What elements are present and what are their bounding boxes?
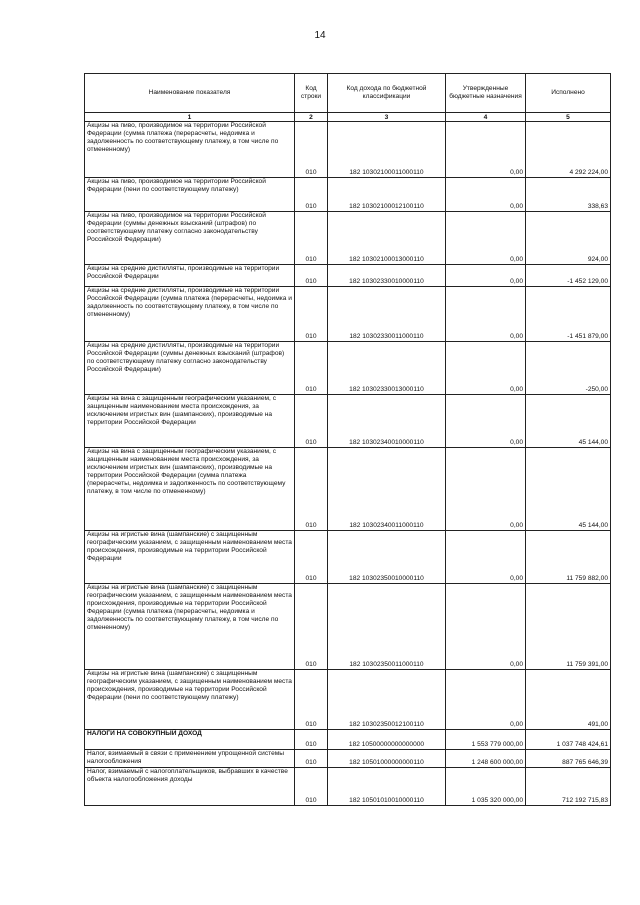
table-row	[85, 584, 611, 670]
column-number: 2	[295, 113, 328, 122]
column-number: 4	[446, 113, 526, 122]
row-approved: 0,00	[446, 122, 526, 178]
table-row	[85, 448, 611, 531]
row-approved: 1 553 779 000,00	[446, 730, 526, 750]
column-number: 5	[526, 113, 611, 122]
row-executed: 924,00	[526, 212, 611, 265]
row-executed: 1 037 748 424,61	[526, 730, 611, 750]
column-number: 1	[85, 113, 295, 122]
row-kbk: 182 10302100013000110	[328, 212, 446, 265]
row-code: 010	[295, 584, 328, 670]
table-row	[85, 212, 611, 265]
row-name: Акцизы на игристые вина (шампанские) с защищенным географическим указанием, с защищенным наименованием места происхождения, производимые на территории Российской Федерации (сумма платежа (перерасчеты, недоимка и задолженность по соответствующему платежу, в том числе по отмененному)	[85, 584, 295, 670]
row-kbk: 182 10302350010000110	[328, 531, 446, 584]
row-code: 010	[295, 730, 328, 750]
row-code: 010	[295, 122, 328, 178]
row-name: Налог, взимаемый с налогоплательщиков, выбравших в качестве объекта налогообложения доходы	[85, 768, 295, 806]
row-name: Акцизы на средние дистилляты, производимые на территории Российской Федерации (суммы денежных взысканий (штрафов) по соответствующему платежу согласно законодательству Российской Федерации)	[85, 342, 295, 395]
row-code: 010	[295, 342, 328, 395]
row-executed: 45 144,00	[526, 448, 611, 531]
row-code: 010	[295, 670, 328, 730]
row-code: 010	[295, 448, 328, 531]
row-approved: 0,00	[446, 212, 526, 265]
row-kbk: 182 10302350011000110	[328, 584, 446, 670]
table-row	[85, 287, 611, 342]
column-number: 3	[328, 113, 446, 122]
table-row	[85, 342, 611, 395]
row-approved: 0,00	[446, 265, 526, 287]
row-kbk: 182 10302340010000110	[328, 395, 446, 448]
row-kbk: 182 10500000000000000	[328, 730, 446, 750]
row-kbk: 182 10302330011000110	[328, 287, 446, 342]
page-number: 14	[314, 30, 326, 41]
row-executed: 11 759 882,00	[526, 531, 611, 584]
row-name: Акцизы на игристые вина (шампанские) с защищенным географическим указанием, с защищенным наименованием места происхождения, производимые на территории Российской Федерации	[85, 531, 295, 584]
table-row	[85, 178, 611, 212]
row-code: 010	[295, 395, 328, 448]
row-name: Акцизы на пиво, производимое на территории Российской Федерации (суммы денежных взысканий (штрафов) по соответствующему платежу согласно законодательству Российской Федерации)	[85, 212, 295, 265]
row-executed: 887 765 646,39	[526, 750, 611, 768]
row-name: Акцизы на пиво, производимое на территории Российской Федерации (сумма платежа (перерасчеты, недоимка и задолженность по соответствующему платежу, в том числе по отмененному)	[85, 122, 295, 178]
header-name: Наименование показателя	[85, 74, 295, 113]
row-code: 010	[295, 287, 328, 342]
table-row	[85, 395, 611, 448]
table-row	[85, 265, 611, 287]
table-row	[85, 730, 611, 750]
row-name: НАЛОГИ НА СОВОКУПНЫЙ ДОХОД	[85, 730, 295, 750]
row-executed: 338,63	[526, 178, 611, 212]
row-executed: -250,00	[526, 342, 611, 395]
row-executed: 11 759 391,00	[526, 584, 611, 670]
row-code: 010	[295, 768, 328, 806]
row-name: Налог, взимаемый в связи с применением упрощенной системы налогообложения	[85, 750, 295, 768]
row-name: Акцизы на игристые вина (шампанские) с защищенным географическим указанием, с защищенным наименованием места происхождения, производимые на территории Российской Федерации (пени по соответствующему платежу)	[85, 670, 295, 730]
row-code: 010	[295, 178, 328, 212]
row-code: 010	[295, 531, 328, 584]
row-kbk: 182 10501000000000110	[328, 750, 446, 768]
row-name: Акцизы на средние дистилляты, производимые на территории Российской Федерации (сумма платежа (перерасчеты, недоимка и задолженность по соответствующему платежу, в том числе по отмененному)	[85, 287, 295, 342]
budget-execution-table	[84, 73, 611, 806]
row-kbk: 182 10302330010000110	[328, 265, 446, 287]
row-name: Акцизы на вина с защищенным географическим указанием, с защищенным наименованием места происхождения, за исключением игристых вин (шампанских), производимые на территории Российской Федерации (сумма платежа (перерасчеты, недоимка и задолженность по соответствующему платежу, в том числе по отмененному)	[85, 448, 295, 531]
row-kbk: 182 10302330013000110	[328, 342, 446, 395]
row-executed: 712 192 715,83	[526, 768, 611, 806]
table-row	[85, 768, 611, 806]
row-approved: 1 035 320 000,00	[446, 768, 526, 806]
row-executed: -1 451 879,00	[526, 287, 611, 342]
table-row	[85, 670, 611, 730]
table-row	[85, 531, 611, 584]
row-name: Акцизы на вина с защищенным географическим указанием, с защищенным наименованием места происхождения, за исключением игристых вин (шампанских), производимые на территории Российской Федерации	[85, 395, 295, 448]
row-approved: 0,00	[446, 342, 526, 395]
row-executed: -1 452 129,00	[526, 265, 611, 287]
row-kbk: 182 10302340011000110	[328, 448, 446, 531]
row-name: Акцизы на пиво, производимое на территории Российской Федерации (пени по соответствующему платежу)	[85, 178, 295, 212]
table-row	[85, 750, 611, 768]
row-approved: 0,00	[446, 448, 526, 531]
row-executed: 491,00	[526, 670, 611, 730]
row-approved: 0,00	[446, 395, 526, 448]
header-executed: Исполнено	[526, 74, 611, 113]
row-approved: 0,00	[446, 287, 526, 342]
row-approved: 0,00	[446, 531, 526, 584]
header-kbk: Код дохода по бюджетной классификации	[328, 74, 446, 113]
table-row	[85, 122, 611, 178]
row-code: 010	[295, 212, 328, 265]
row-name: Акцизы на средние дистилляты, производимые на территории Российской Федерации	[85, 265, 295, 287]
row-approved: 0,00	[446, 670, 526, 730]
header-approved: Утвержденные бюджетные назначения	[446, 74, 526, 113]
row-executed: 45 144,00	[526, 395, 611, 448]
row-approved: 0,00	[446, 584, 526, 670]
row-kbk: 182 10501010010000110	[328, 768, 446, 806]
row-kbk: 182 10302350012100110	[328, 670, 446, 730]
header-code: Код строки	[295, 74, 328, 113]
row-kbk: 182 10302100012100110	[328, 178, 446, 212]
row-approved: 0,00	[446, 178, 526, 212]
row-kbk: 182 10302100011000110	[328, 122, 446, 178]
row-approved: 1 248 600 000,00	[446, 750, 526, 768]
table-header-row	[85, 74, 611, 113]
row-code: 010	[295, 750, 328, 768]
row-executed: 4 292 224,00	[526, 122, 611, 178]
row-code: 010	[295, 265, 328, 287]
column-number-row	[85, 113, 611, 122]
